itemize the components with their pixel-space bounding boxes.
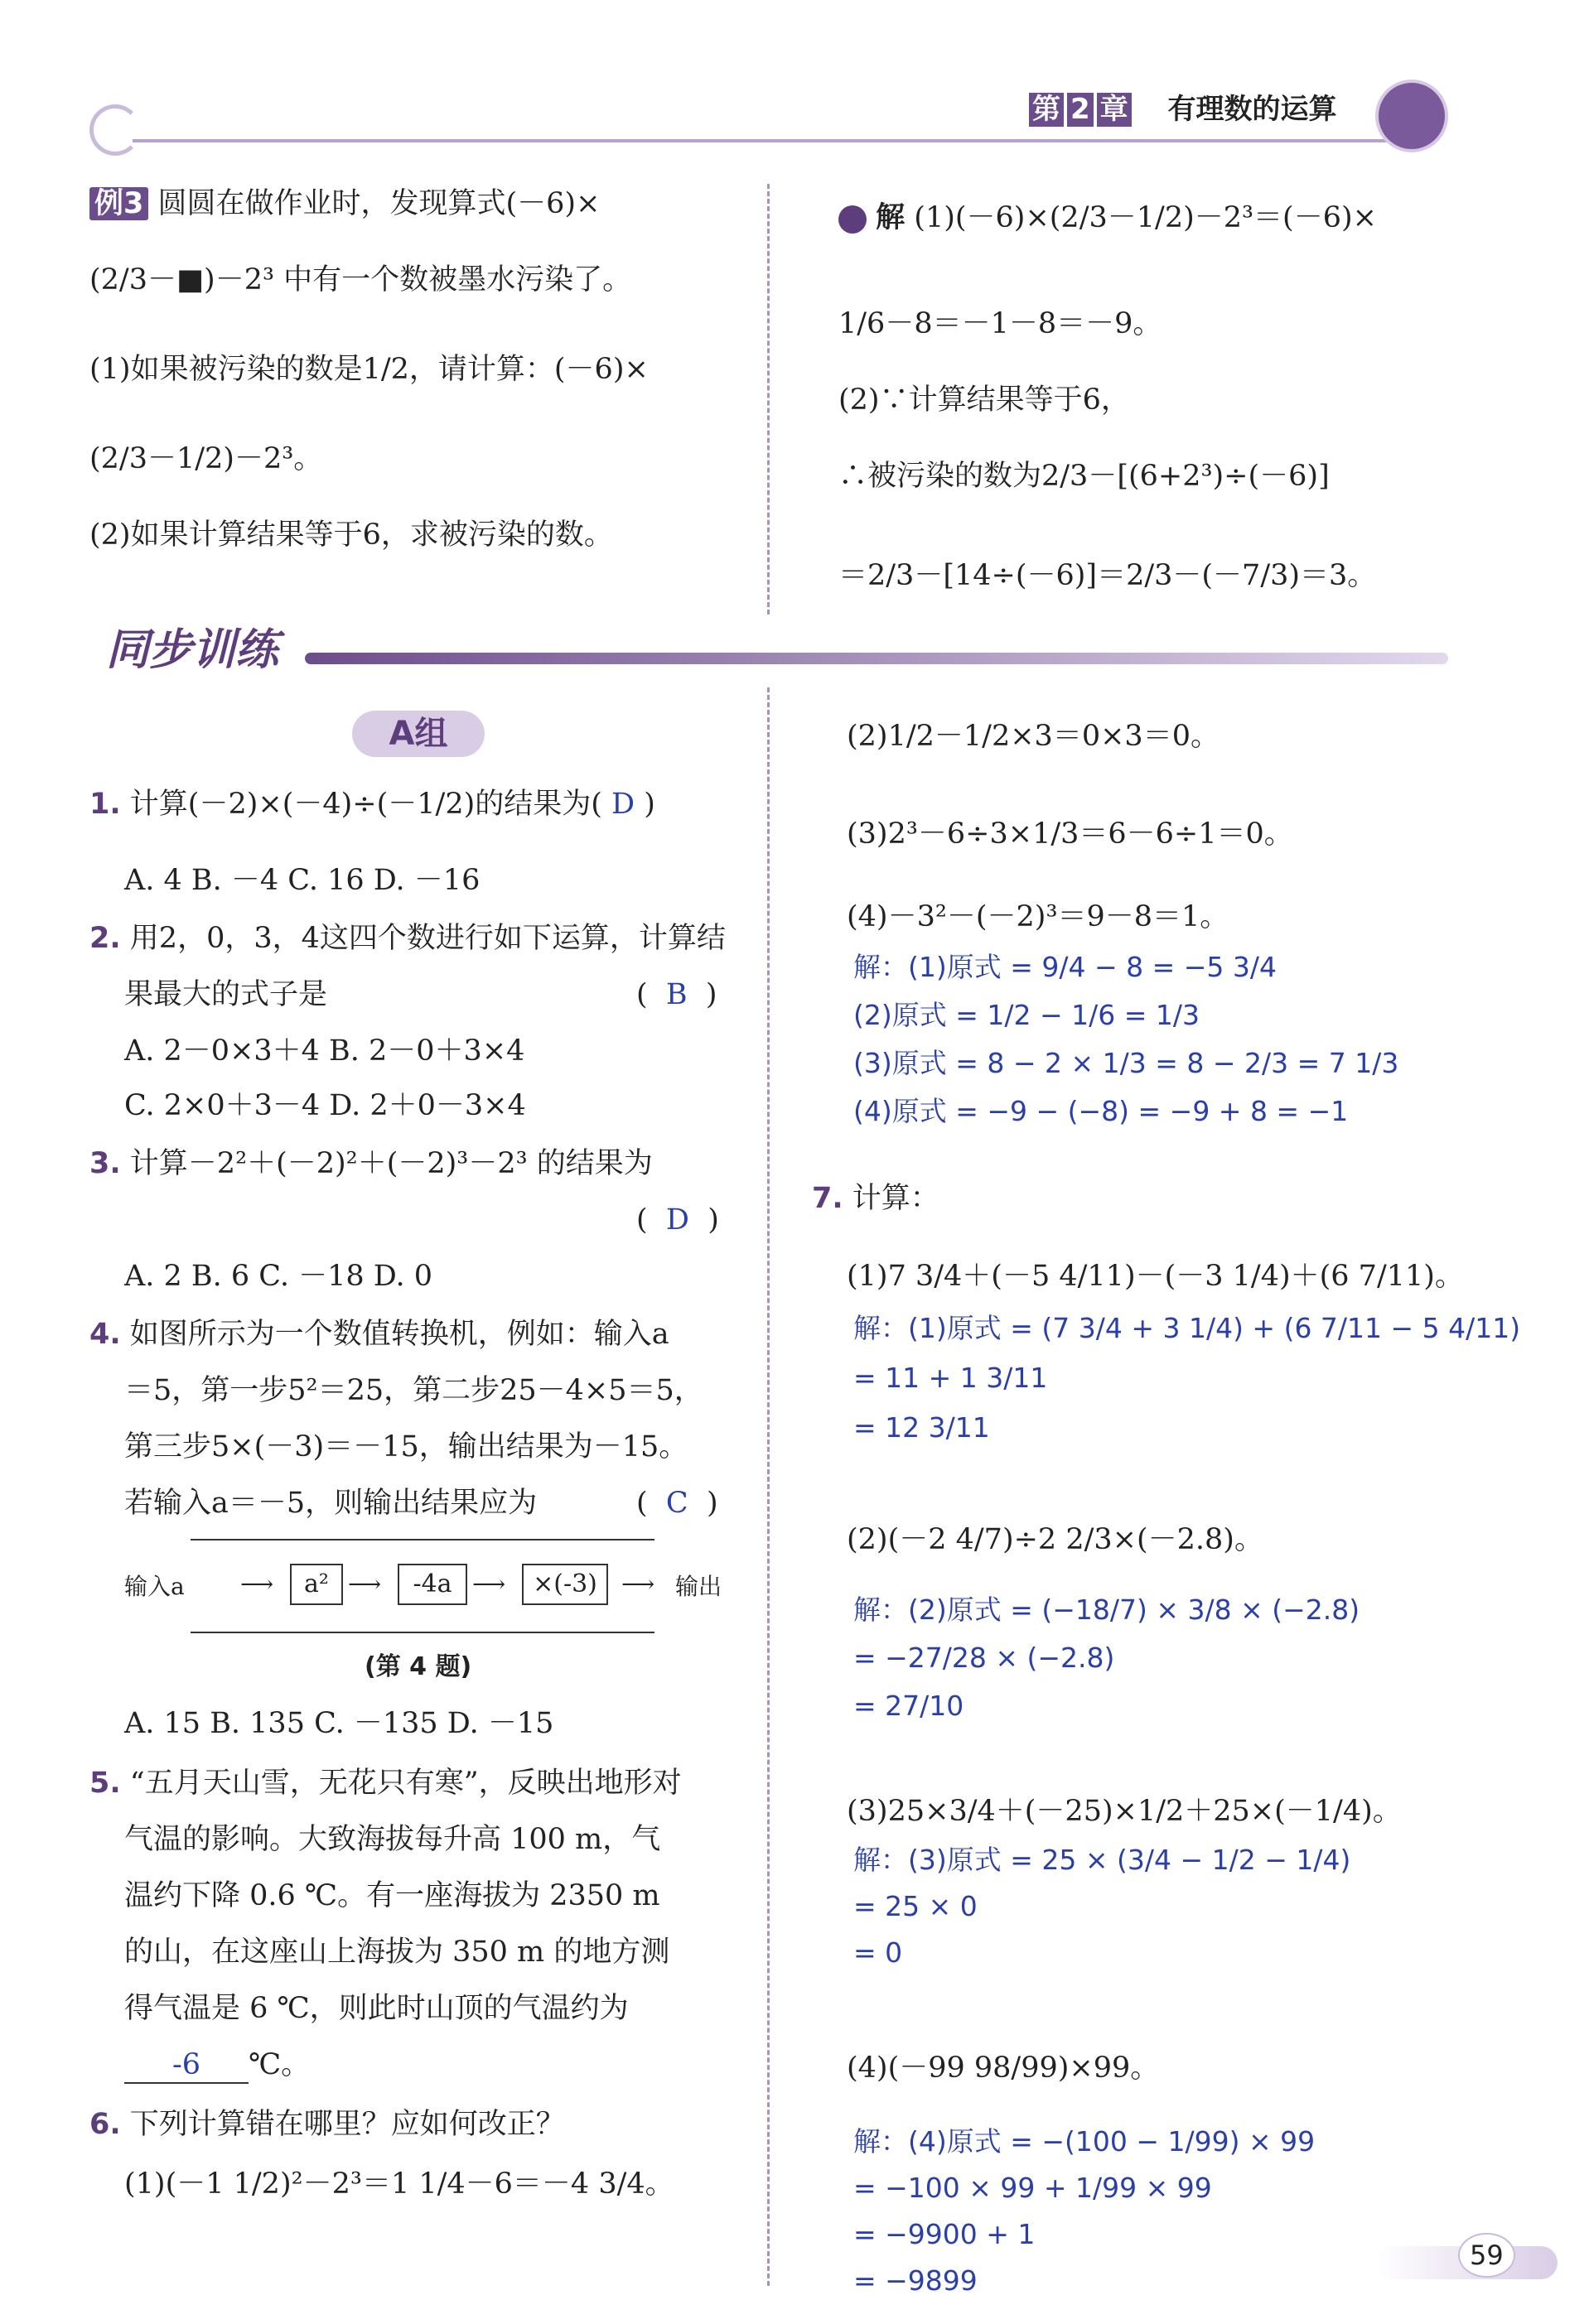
figure-caption: (第 4 题) (365, 1652, 472, 1681)
machine-box-square: a² (290, 1564, 343, 1605)
right-q6-answers: 解：(1)原式 = 9/4 − 8 = −5 3/4 (2)原式 = 1/2 − 1/6 = 1/3 (3)原式 = 8 − 2 × 1/3 = 8 − 2/3 = 7 1/3 (4)原式 = −9 − (−8) = −9 + 8 = −1 (853, 951, 1399, 1127)
machine-input-label: 输入a (124, 1573, 185, 1600)
answer-q1: D (611, 788, 635, 821)
example-badge: 例3 (89, 187, 148, 220)
right-q6-items: (2)1/2－1/2×3＝0×3＝0。 (3)2³－6÷3×1/3＝6－6÷1＝0。 (4)－3²－(－2)³＝9－8＝1。 (847, 720, 1293, 933)
chapter-label: 第 2 章 有理数的运算 (1027, 93, 1337, 127)
group-pill: A组 (352, 711, 485, 757)
solution-block: 解 (1)(－6)×(2/3－1/2)－2³＝(－6)× 1/6－8＝－1－8＝－9。 (2)∵计算结果等于6， ∴被污染的数为2/3－[(6+2³)÷(－6)] ＝2/3－[14÷(－6)]＝2/3－(－7/3)＝3。 (838, 201, 1377, 592)
q7-title: 7. 计算： (812, 1182, 939, 1215)
answer-q3: D (665, 1203, 689, 1237)
q7-part2: (2)(－2 4/7)÷2 2/3×(－2.8)。 (847, 1523, 1263, 1556)
answer-q2: B (665, 978, 688, 1011)
header-rule (133, 139, 1392, 142)
header-swirl-icon (89, 104, 141, 156)
arrow-icon: ⟶ (348, 1570, 382, 1598)
example-block: 例3 圆圆在做作业时，发现算式(－6)× (2/3－■)－2³ 中有一个数被墨水污染了。 (1)如果被污染的数是1/2，请计算：(－6)× (2/3－1/2)－2³。 (2)如果计算结果等于6，求被污染的数。 (89, 187, 649, 552)
arrow-icon: ⟶ (240, 1570, 274, 1598)
pencil-icon (838, 205, 867, 234)
header-seal-icon (1375, 80, 1448, 152)
left-questions: 1. 计算(－2)×(－4)÷(－1/2)的结果为( D ) A. 4 B. －4 C. 16 D. －16 2. 用2，0，3，4这四个数进行如下运算，计算结 果最大的式子是 ( B ) A. 2－0×3＋4 B. 2－0＋3×4 C. 2×0＋3－4 D. 2＋0－3×4 3. 计算－2²＋(－2)²＋(－2)³－2³ 的结果为 ( D ) A. 2 B. 6 C. －18 D. 0 4. 如图所示为一个数值转换机，例如：输入a ＝5，第一步5²＝25，第二步25－4×5＝5， 第三步5×(－3)＝－15，输出结果为－15。 若输入a＝－5，则输出结果应为 ( C ) (89, 788, 726, 1520)
page-number: 59 (1458, 2233, 1515, 2278)
q7-part3: (3)25×3/4＋(－25)×1/2＋25×(－1/4)。 (847, 1795, 1402, 1828)
answer-q4: C (665, 1487, 688, 1520)
column-divider (767, 687, 770, 2286)
arrow-icon: ⟶ (621, 1570, 655, 1598)
machine-output-label: 输出 (675, 1573, 722, 1600)
answer-q5: -6 (124, 2047, 249, 2084)
arrow-icon: ⟶ (472, 1570, 506, 1598)
q7-answer1: 解：(1)原式 = (7 3/4 + 3 1/4) + (6 7/11 − 5 4/11) = 11 + 1 3/11 = 12 3/11 (853, 1312, 1521, 1444)
q7-answer4: 解：(4)原式 = −(100 − 1/99) × 99 = −100 × 99 + 1/99 × 99 = −9900 + 1 = −9899 (853, 2125, 1316, 2297)
left-questions-2: A. 15 B. 135 C. －135 D. －15 5. “五月天山雪，无花只有寒”，反映出地形对 气温的影响。大致海拔每升高 100 m，气 温约下降 0.6 ℃。有一座海拔为 2350 m 的山，在这座山上海拔为 350 m 的地方测 得气温是 6 ℃，则此时山顶的气温约为 -6 ℃。 6. 下列计算错在哪里？应如何改正？ (1)(－1 1/2)²－2³＝1 1/4－6＝－4 3/4。 (89, 1707, 682, 2201)
machine-diagram (124, 1531, 737, 1647)
section-title: 同步训练 (106, 625, 279, 675)
chapter-title: 有理数的运算 (1167, 93, 1337, 126)
example-divider (767, 184, 770, 615)
q7-part1: (1)7 3/4＋(－5 4/11)－(－3 1/4)＋(6 7/11)。 (847, 1260, 1464, 1293)
machine-box-times-neg3: ×(-3) (522, 1564, 608, 1605)
section-bar (305, 653, 1448, 664)
q7-answer3: 解：(3)原式 = 25 × (3/4 − 1/2 − 1/4) = 25 × 0 = 0 (853, 1844, 1351, 1969)
machine-box-minus4a: -4a (398, 1564, 467, 1605)
section-banner (89, 615, 1448, 673)
q7-part4: (4)(－99 98/99)×99。 (847, 2052, 1160, 2085)
q7-answer2: 解：(2)原式 = (−18/7) × 3/8 × (−2.8) = −27/28 × (−2.8) = 27/10 (853, 1594, 1360, 1722)
